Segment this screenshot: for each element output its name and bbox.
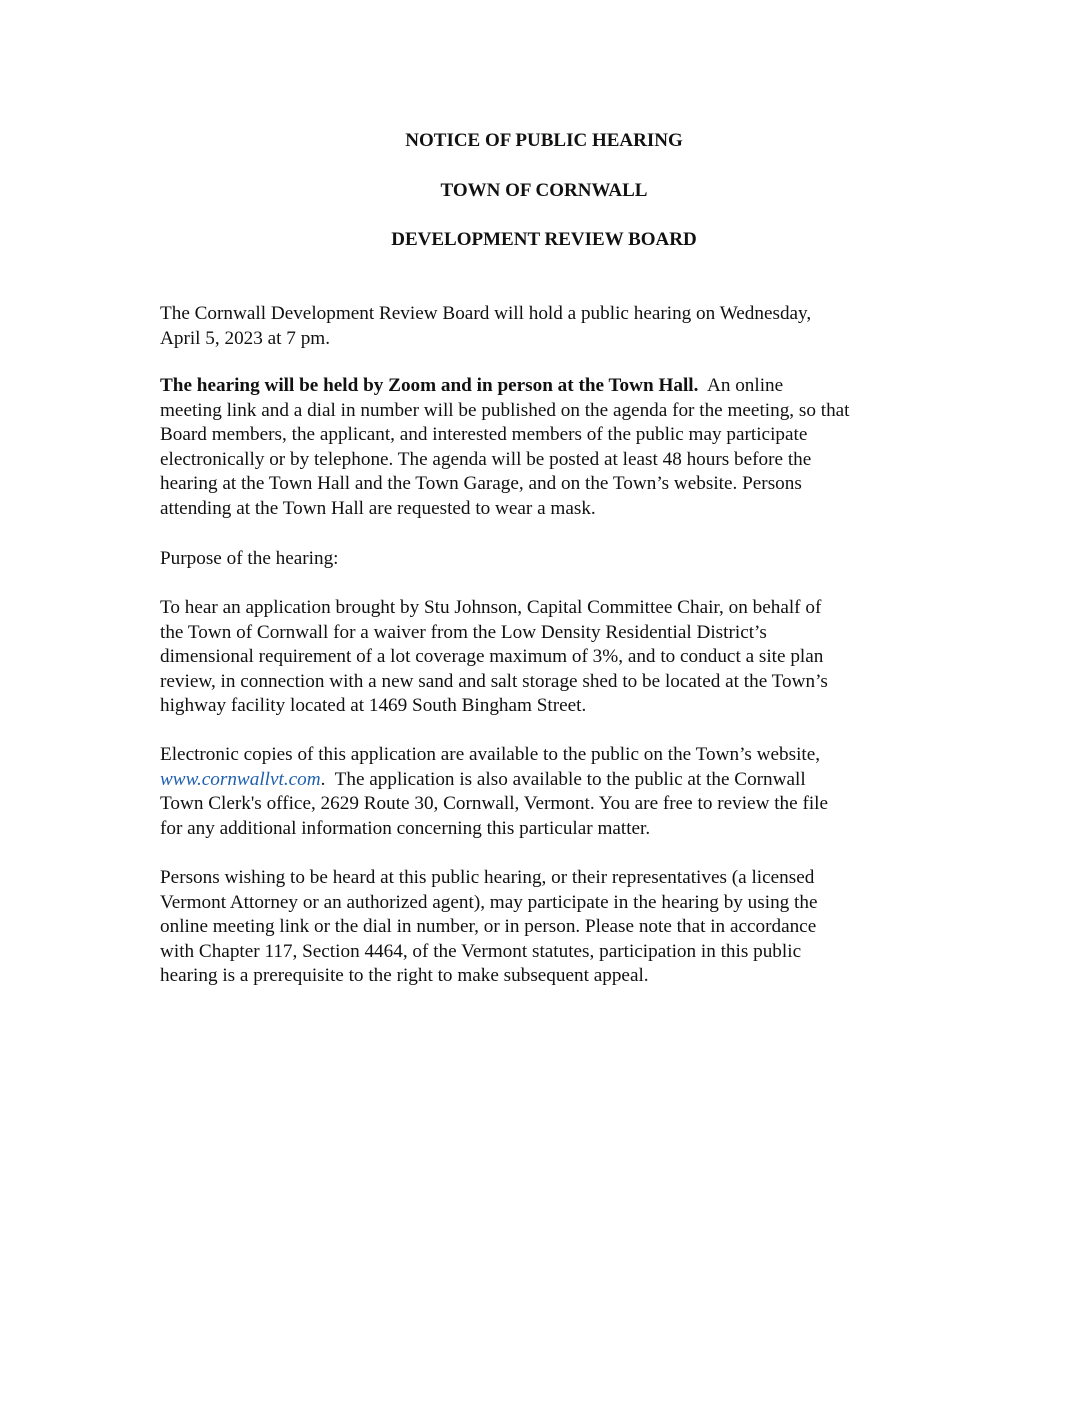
paragraph-line: To hear an application brought by Stu Johnson, Capital Committee Chair, on behalf of [160,597,822,618]
paragraph-line: the Town of Cornwall for a waiver from the Low Density Residential District’s [160,621,767,643]
hearing-format-bold-lead: The hearing will be held by Zoom and in person at the Town Hall. [160,375,699,396]
paragraph-line: with Chapter 117, Section 4464, of the Vermont statutes, participation in this public [160,940,802,962]
town-heading: TOWN OF CORNWALL [440,180,648,201]
paragraph-line: Board members, the applicant, and interested members of the public may participate [160,424,808,446]
electronic-copies-paragraph [160,743,940,841]
paragraph-line: attending at the Town Hall are requested to wear a mask. [160,497,596,519]
paragraph-line: electronically or by telephone. The agenda will be posted at least 48 hours before the [160,448,812,470]
paragraph-line: Persons wishing to be heard at this public hearing, or their representatives (a licensed [160,867,815,888]
paragraph-line: for any additional information concerning this particular matter. [160,817,651,839]
paragraph-line [160,768,940,793]
board-heading: DEVELOPMENT REVIEW BOARD [391,229,697,250]
hearing-format-paragraph [160,374,940,522]
paragraph-line: Electronic copies of this application are available to the public on the Town’s website, [160,744,821,765]
paragraph-line [160,374,940,399]
notice-title: NOTICE OF PUBLIC HEARING [405,130,683,151]
purpose-label: Purpose of the hearing: [160,548,339,569]
paragraph-line: dimensional requirement of a lot coverage maximum of 3%, and to conduct a site plan [160,646,824,668]
participation-paragraph [160,866,940,989]
paragraph-line: The Cornwall Development Review Board will hold a public hearing on Wednesday, [160,303,812,324]
website-link[interactable]: www.cornwallvt.com [160,768,321,790]
paragraph-line: April 5, 2023 at 7 pm. [160,327,331,349]
paragraph-line: meeting link and a dial in number will be published on the agenda for the meeting, so that [160,399,850,421]
paragraph-line: highway facility located at 1469 South Bingham Street. [160,695,587,717]
paragraph-line: Vermont Attorney or an authorized agent), may participate in the hearing by using the [160,891,818,913]
paragraph-text: An online [698,375,784,396]
hearing-date-paragraph [160,302,940,351]
paragraph-line: hearing is a prerequisite to the right to make subsequent appeal. [160,965,649,987]
paragraph-line: review, in connection with a new sand and salt storage shed to be located at the Town’s [160,670,828,692]
paragraph-text: . The application is also available to the public at the Cornwall [320,768,806,790]
paragraph-line: online meeting link or the dial in number, or in person. Please note that in accordance [160,916,817,938]
paragraph-line: hearing at the Town Hall and the Town Garage, and on the Town’s website. Persons [160,473,802,495]
paragraph-line: Town Clerk's office, 2629 Route 30, Cornwall, Vermont. You are free to review the file [160,793,829,815]
purpose-paragraph [160,596,940,719]
